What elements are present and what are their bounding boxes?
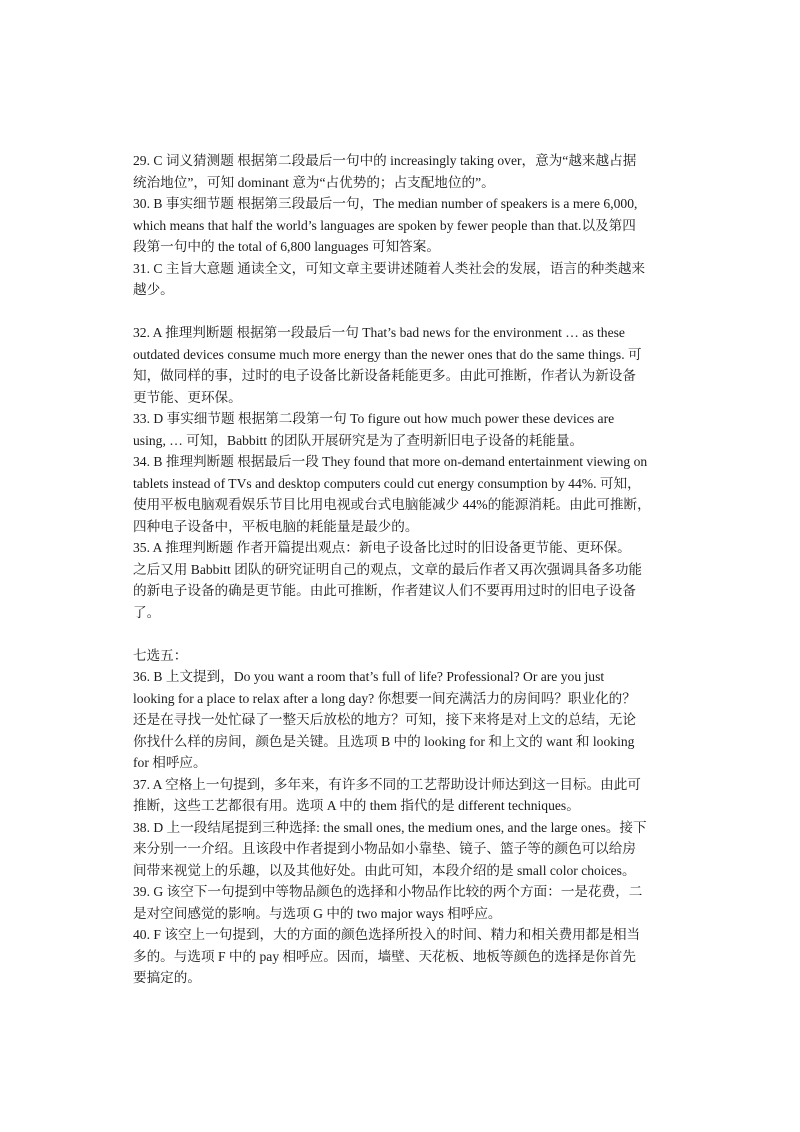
text-line: 你找什么样的房间，颜色是关键。且选项 B 中的 looking for 和上文的 want 和 looking: [133, 733, 635, 749]
section-heading: 七选五：: [133, 647, 188, 663]
text-line: 来分别一一介绍。且该段中作者提到小物品如小靠垫、镜子、篮子等的颜色可以给房: [133, 841, 636, 856]
text-line: 之后又用 Babbitt 团队的研究证明自己的观点，文章的最后作者又再次强调具备多功能: [133, 561, 643, 577]
text-line: 越少。: [133, 282, 174, 297]
text-line: 40. F 该空上一句提到，大的方面的颜色选择所投入的时间、精力和相关费用都是相当: [133, 927, 641, 942]
text-line: looking for a place to relax after a long day? 你想要一间充满活力的房间吗？职业化的？: [133, 690, 636, 706]
text-line: 的新电子设备的确是更节能。由此可推断，作者建议人们不要再用过时的旧电子设备: [133, 583, 636, 598]
text-line: 是对空间感觉的影响。与选项 G 中的 two major ways 相呼应。: [133, 905, 502, 921]
text-line: 29. C 词义猜测题 根据第二段最后一句中的 increasingly taking over，意为“越来越占据: [133, 153, 637, 168]
text-line: 32. A 推理判断题 根据第一段最后一句 That’s bad news for the environment … as these: [133, 325, 625, 340]
text-line: tablets instead of TVs and desktop computers could cut energy consumption by 44%. 可知，: [133, 475, 641, 491]
answer-explanations-page: [133, 150, 673, 989]
text-line: 知，做同样的事，过时的电子设备比新设备耗能更多。由此可推断，作者认为新设备: [133, 368, 636, 383]
text-line: 35. A 推理判断题 作者开篇提出观点：新电子设备比过时的旧设备更节能、更环保。: [133, 540, 631, 555]
text-line: 使用平板电脑观看娱乐节目比用电视或台式电脑能减少 44%的能源消耗。由此可推断，: [133, 497, 651, 512]
paragraph-gap: [133, 301, 673, 323]
text-line: 了。: [133, 604, 161, 620]
paragraph-gap: [133, 623, 673, 645]
text-line: 36. B 上文提到，Do you want a room that’s full of life? Professional? Or are you just: [133, 669, 605, 684]
text-line: using, … 可知，Babbitt 的团队开展研究是为了查明新旧电子设备的耗能量。: [133, 432, 584, 448]
text-line: 37. A 空格上一句提到，多年来，有许多不同的工艺帮助设计师达到这一目标。由此可: [133, 776, 641, 792]
text-line: 还是在寻找一处忙碌了一整天后放松的地方？可知，接下来将是对上文的总结，无论: [133, 712, 636, 727]
text-line: outdated devices consume much more energy than the newer ones that do the same things. 可: [133, 346, 642, 362]
text-line: 33. D 事实细节题 根据第二段第一句 To figure out how much power these devices are: [133, 411, 615, 426]
text-line: 四种电子设备中，平板电脑的耗能量是最少的。: [133, 518, 419, 534]
text-line: 段第一句中的 the total of 6,800 languages 可知答案。: [133, 239, 440, 254]
text-line: 间带来视觉上的乐趣，以及其他好处。由此可知，本段介绍的是 small color choices。: [133, 862, 636, 878]
text-line: 更节能、更环保。: [133, 389, 242, 405]
text-line: which means that half the world’s languages are spoken by fewer people than that.以及第四: [133, 217, 636, 233]
text-line: 39. G 该空下一句提到中等物品颜色的选择和小物品作比较的两个方面：一是花费，二: [133, 884, 643, 899]
text-line: 推断，这些工艺都很有用。选项 A 中的 them 指代的是 different techniques。: [133, 798, 580, 813]
text-line: 30. B 事实细节题 根据第三段最后一句，The median number of speakers is a mere 6,000,: [133, 196, 638, 211]
text-line: 38. D 上一段结尾提到三种选择: the small ones, the medium ones, and the large ones。接下: [133, 819, 647, 835]
text-line: 要搞定的。: [133, 970, 201, 985]
text-line: for 相呼应。: [133, 755, 207, 770]
text-line: 统治地位”，可知 dominant 意为“占优势的；占支配地位的”。: [133, 174, 495, 190]
text-line: 34. B 推理判断题 根据最后一段 They found that more on-demand entertainment viewing on: [133, 454, 648, 469]
text-line: 多的。与选项 F 中的 pay 相呼应。因而，墙壁、天花板、地板等颜色的选择是你首先: [133, 948, 636, 964]
text-line: 31. C 主旨大意题 通读全文，可知文章主要讲述随着人类社会的发展，语言的种类越来: [133, 260, 646, 276]
